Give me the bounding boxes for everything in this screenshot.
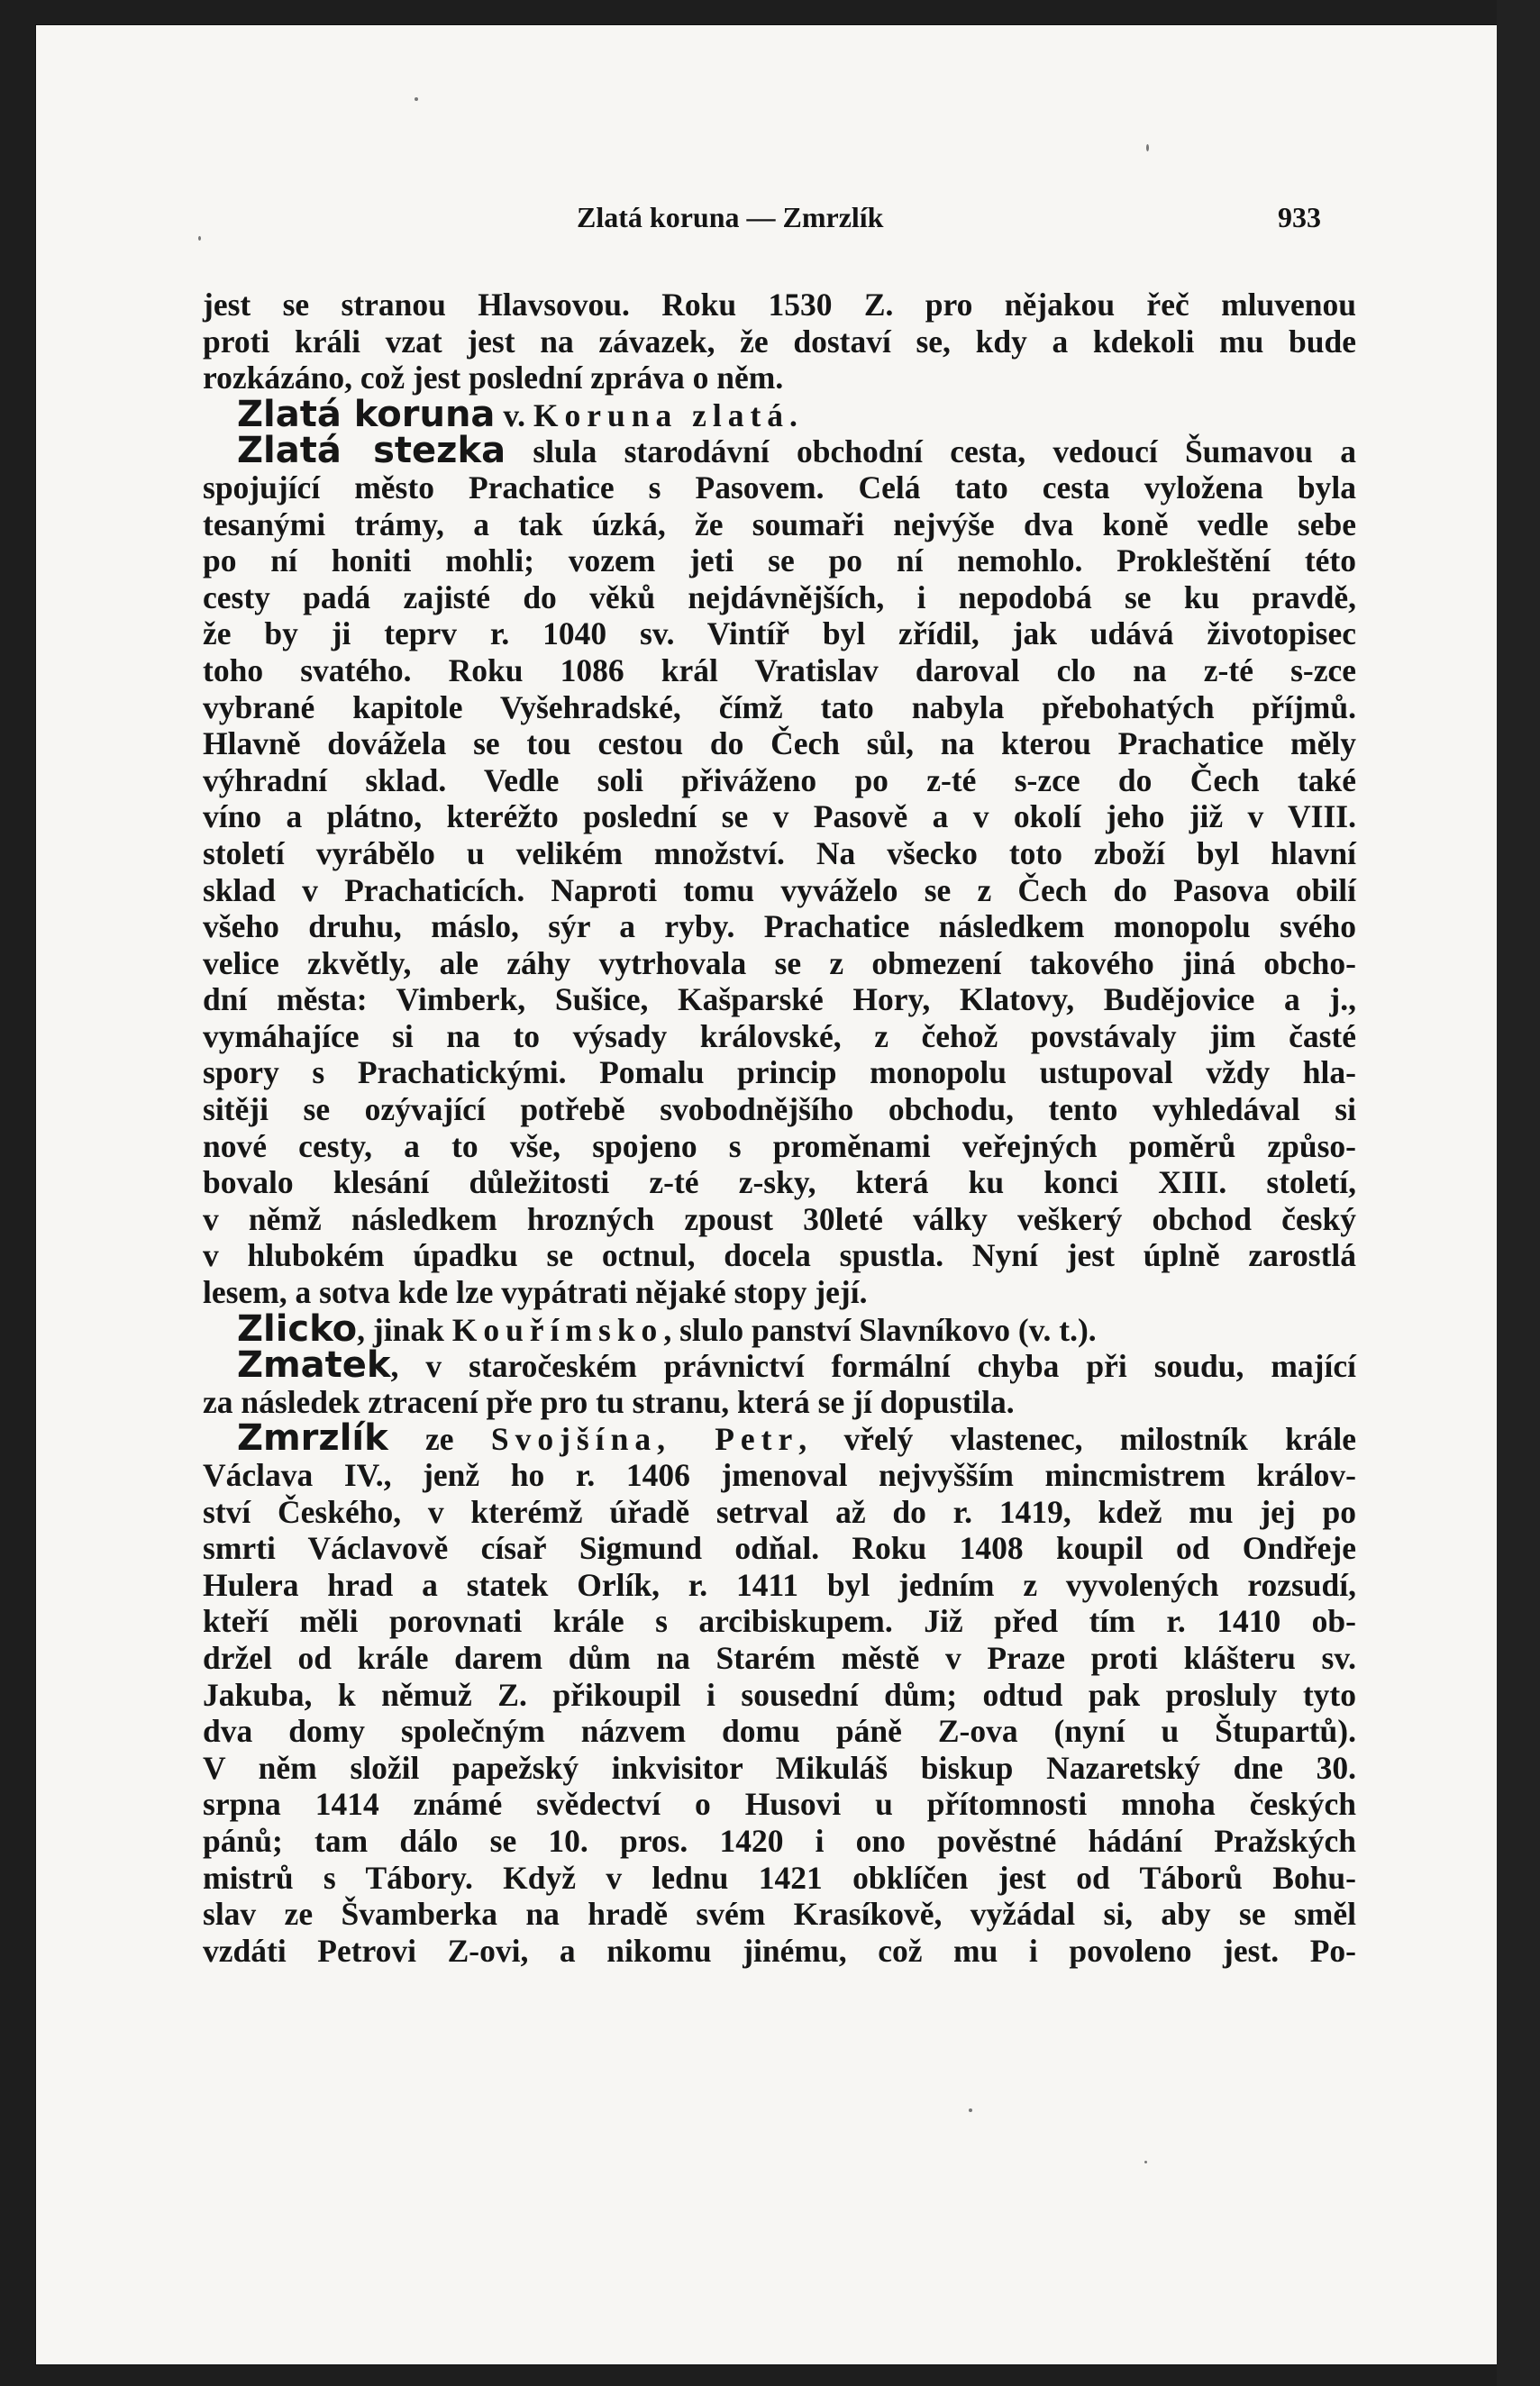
running-title: Zlatá koruna — Zmrzlík [577, 201, 884, 233]
entry-headword: Zmrzlík [237, 1417, 388, 1460]
text-segment: pánů; tam dálo se 10. pros. 1420 i ono pověstné hádání Pražských [203, 1822, 1356, 1859]
text-line [203, 360, 1356, 396]
text-segment: mistrů s Tábory. Když v lednu 1421 obklíčen jest od Táborů Bohu- [203, 1859, 1356, 1896]
text-line [203, 1384, 1356, 1421]
text-segment: V něm složil papežský inkvisitor Mikuláš biskup Nazaretský dne 30. [203, 1749, 1356, 1786]
text-line [203, 1307, 1356, 1350]
text-line [203, 1823, 1356, 1860]
spaced-name: Kouřímsko [451, 1311, 664, 1348]
text-segment: vymáhajíce si na to výsady královské, z čehož povstávaly jim časté [203, 1017, 1356, 1054]
text-line [203, 579, 1356, 616]
text-line [203, 1128, 1356, 1165]
text-line [203, 1237, 1356, 1274]
text-line [203, 469, 1356, 506]
text-segment: dva domy společným názvem domu páně Z-ova (nyní u Štupartů). [203, 1713, 1356, 1750]
text-segment: lesem, a sotva kde lze vypátrati nějaké stopy její. [203, 1274, 868, 1311]
text-line [203, 1750, 1356, 1787]
text-line [203, 1091, 1356, 1128]
text-line [203, 1164, 1356, 1201]
text-line [203, 430, 1356, 472]
text-segment: v němž následkem hrozných zpoust 30leté války veškerý obchod český [203, 1200, 1356, 1237]
spaced-name: Svojšína, Petr [490, 1421, 799, 1458]
book-spine-edge [1497, 0, 1540, 2386]
text-segment: slav ze Švamberka na hradě svém Krasíkově, vyžádal si, aby se směl [203, 1896, 1356, 1933]
text-line [203, 908, 1356, 945]
text-segment: sitěji se ozývající potřebě svobodnějšího obchodu, tento vyhledával si [203, 1091, 1356, 1128]
text-line [203, 1530, 1356, 1567]
entry-headword: Zlatá koruna [237, 393, 496, 435]
text-line [203, 323, 1356, 360]
text-line [203, 1018, 1356, 1055]
body-text [203, 287, 1356, 1969]
text-segment: proti králi vzat jest na závazek, že dostaví se, kdy a kdekoli mu bude [203, 323, 1356, 360]
text-line [203, 652, 1356, 689]
text-segment: rozkázáno, což jest poslední zpráva o něm. [203, 360, 784, 396]
text-segment: toho svatého. Roku 1086 král Vratislav daroval clo na z-té s-zce [203, 651, 1356, 688]
text-segment: Jakuba, k němuž Z. přikoupil i sousední dům; odtud pak prosluly tyto [203, 1676, 1356, 1713]
text-segment: držel od krále darem dům na Starém městě v Praze proti klášteru sv. [203, 1639, 1356, 1676]
text-segment: sklad v Prachaticích. Naproti tomu vyváželo se z Čech do Pasova obilí [203, 871, 1356, 908]
text-line [203, 1640, 1356, 1677]
text-line [203, 1896, 1356, 1933]
text-segment: že by ji teprv r. 1040 sv. Vintíř byl zřídil, jak udává životopisec [203, 615, 1356, 652]
text-segment: srpna 1414 známé svědectví o Husovi u přítomnosti mnoha českých [203, 1786, 1356, 1823]
text-segment: cesty padá zajisté do věků nejdávnějších, i nepodobá se ku pravdě, [203, 578, 1356, 615]
text-line [203, 1344, 1356, 1387]
text-segment: slula starodávní obchodní cesta, vedoucí Šumavou a [506, 433, 1356, 470]
text-line [203, 945, 1356, 982]
text-line [203, 798, 1356, 835]
text-line [203, 1054, 1356, 1091]
text-line [203, 1201, 1356, 1238]
text-segment: tesanými trámy, a tak úzká, že soumaři nejvýše dva koně vedle sebe [203, 505, 1356, 542]
text-line [203, 287, 1356, 323]
text-line [203, 393, 1356, 435]
speck-mark [415, 97, 418, 101]
text-line [203, 615, 1356, 652]
text-segment: ství Českého, v kterémž úřadě setrval až do r. 1419, kdež mu jej po [203, 1493, 1356, 1530]
speck-mark [969, 2108, 972, 2112]
text-segment: dní města: Vimberk, Sušice, Kašparské Hory, Klatovy, Budějovice a j., [203, 981, 1356, 1018]
text-segment: , vřelý vlastenec, milostník krále [798, 1421, 1356, 1458]
text-segment: vzdáti Petrovi Z-ovi, a nikomu jinému, což mu i povoleno jest. Po- [203, 1932, 1356, 1969]
speck-mark [198, 236, 201, 241]
text-segment: kteří měli porovnati krále s arcibiskupem. Již před tím r. 1410 ob- [203, 1603, 1356, 1640]
text-line [203, 1713, 1356, 1750]
text-segment: všeho druhu, máslo, sýr a ryby. Prachatice následkem monopolu svého [203, 908, 1356, 945]
text-segment: za následek ztracení pře pro tu stranu, která se jí dopustila. [203, 1383, 1015, 1420]
text-segment: spory s Prachatickými. Pomalu princip monopolu ustupoval vždy hla- [203, 1054, 1356, 1091]
text-segment: velice zkvětly, ale záhy vytrhovala se z obmezení takového jiná obcho- [203, 944, 1356, 981]
text-line [203, 1417, 1356, 1460]
text-segment: ze [387, 1421, 491, 1458]
text-line [203, 689, 1356, 726]
text-line [203, 1274, 1356, 1311]
text-segment: , jinak [357, 1311, 452, 1348]
text-segment: nové cesty, a to vše, spojeno s proměnami veřejných poměrů způso- [203, 1127, 1356, 1164]
text-line [203, 1933, 1356, 1970]
entry-headword: Zlicko [237, 1307, 358, 1350]
text-line [203, 762, 1356, 799]
text-line [203, 1860, 1356, 1897]
text-line [203, 1567, 1356, 1604]
text-segment: v hlubokém úpadku se octnul, docela spustla. Nyní jest úplně zarostlá [203, 1237, 1356, 1274]
text-line [203, 835, 1356, 872]
text-segment: Hulera hrad a statek Orlík, r. 1411 byl jedním z vyvolených rozsudí, [203, 1566, 1356, 1603]
text-segment: vybrané kapitole Vyšehradské, čímž tato nabyla přebohatých příjmů. [203, 688, 1356, 725]
text-segment: Václava IV., jenž ho r. 1406 jmenoval nejvyšším mincmistrem králov- [203, 1457, 1356, 1493]
text-segment: Hlavně dovážela se tou cestou do Čech sůl, na kterou Prachatice měly [203, 725, 1356, 762]
text-segment: víno a plátno, kteréžto poslední se v Pasově a v okolí jeho již v VIII. [203, 798, 1356, 835]
scanned-page [36, 25, 1498, 2364]
text-segment: , v staročeském právnictví formální chyba při soudu, mající [390, 1348, 1356, 1385]
text-line [203, 981, 1356, 1018]
text-line [203, 1603, 1356, 1640]
text-line [203, 506, 1356, 543]
text-segment: spojující město Prachatice s Pasovem. Celá tato cesta vyložena byla [203, 469, 1356, 505]
text-line [203, 542, 1356, 579]
text-segment: po ní honiti mohli; vozem jeti se po ní nemohlo. Prokleštění této [203, 542, 1356, 579]
running-header [36, 201, 1498, 237]
text-segment: bovalo klesání důležitosti z-té z-sky, která ku konci XIII. století, [203, 1164, 1356, 1201]
text-line [203, 872, 1356, 909]
text-line [203, 1786, 1356, 1823]
entry-headword: Zlatá stezka [237, 430, 506, 472]
text-line [203, 1457, 1356, 1494]
text-segment: jest se stranou Hlavsovou. Roku 1530 Z. pro nějakou řeč mluvenou [203, 287, 1356, 323]
entry-headword: Zmatek [237, 1344, 391, 1387]
speck-mark [1146, 144, 1149, 151]
spaced-name: Koruna zlatá [533, 396, 790, 433]
text-segment: . [789, 396, 797, 433]
text-segment: v. [495, 396, 533, 433]
text-segment: , slulo panství Slavníkovo (v. t.). [663, 1311, 1097, 1348]
text-line [203, 1677, 1356, 1714]
text-segment: výhradní sklad. Vedle soli přiváženo po z-té s-zce do Čech také [203, 761, 1356, 798]
speck-mark [1144, 2161, 1147, 2163]
text-segment: století vyrábělo u velikém množství. Na všecko toto zboží byl hlavní [203, 834, 1356, 871]
text-line [203, 1494, 1356, 1531]
text-segment: smrti Václavově císař Sigmund odňal. Roku 1408 koupil od Ondřeje [203, 1530, 1356, 1567]
text-line [203, 725, 1356, 762]
page-number: 933 [1278, 201, 1321, 233]
